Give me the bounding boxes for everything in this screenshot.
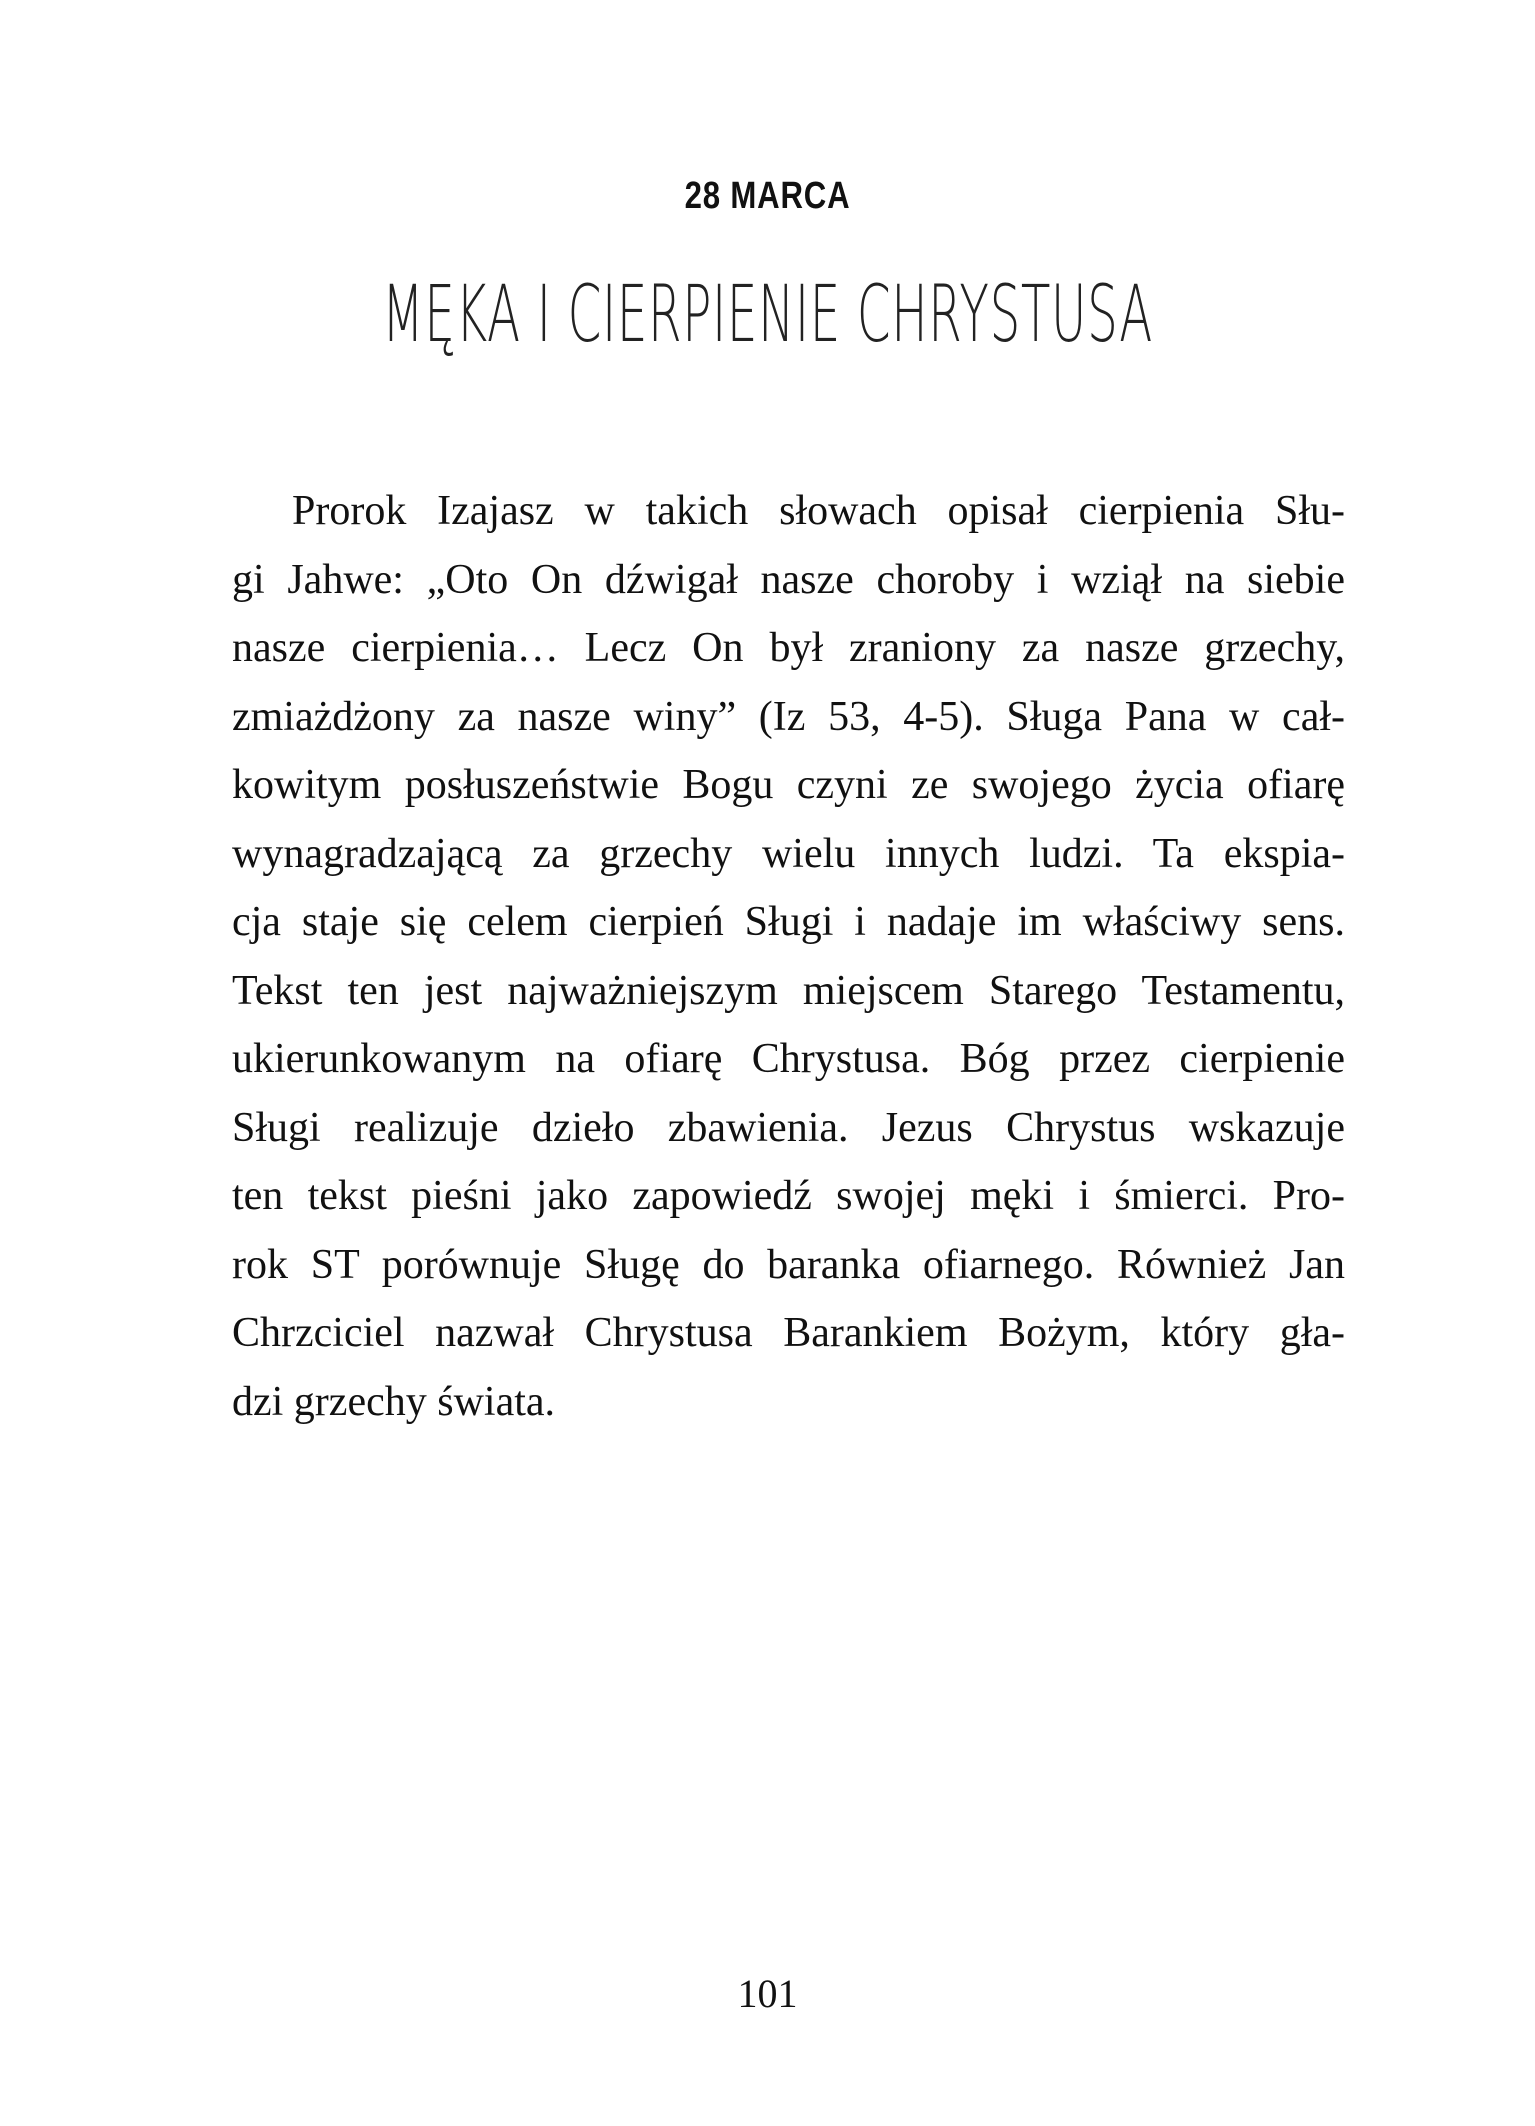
page-number: 101 [737,1971,798,2016]
text-line: wynagradzającą za grzechy wielu innych ludzi. Ta ekspia- [232,830,1345,877]
text-line: nasze cierpienia… Lecz On był zraniony za nasze grzechy, [232,625,1345,671]
text-line: kowitym posłuszeństwie Bogu czyni ze swojego życia ofiarę [232,762,1345,808]
text-line: Chrzciciel nazwał Chrystusa Barankiem Bożym, który gła- [232,1310,1345,1356]
text-line: zmiażdżony za nasze winy” (Iz 53, 4-5). Sługa Pana w cał- [232,693,1345,740]
text-line: cja staje się celem cierpień Sługi i nadaje im właściwy sens. [232,899,1345,945]
text-line: dzi grzechy świata. [232,1378,556,1425]
text-line: gi Jahwe: „Oto On dźwigał nasze choroby i wziął na siebie [232,556,1345,603]
text-line: ukierunkowanym na ofiarę Chrystusa. Bóg przez cierpienie [232,1036,1345,1082]
date-heading: 28 MARCA [684,175,851,217]
text-line: Prorok Izajasz w takich słowach opisał cierpienia Słu- [292,488,1345,534]
text-line: Tekst ten jest najważniejszym miejscem Starego Testamentu, [232,967,1345,1014]
text-line: Sługi realizuje dzieło zbawienia. Jezus Chrystus wskazuje [232,1104,1345,1151]
chapter-title: MĘKA I CIERPIENIE CHRYSTUSA [381,270,1153,360]
text-line: ten tekst pieśni jako zapowiedź swojej męki i śmierci. Pro- [232,1173,1345,1219]
text-line: rok ST porównuje Sługę do baranka ofiarnego. Również Jan [232,1241,1345,1288]
body-paragraph [232,477,1345,1436]
